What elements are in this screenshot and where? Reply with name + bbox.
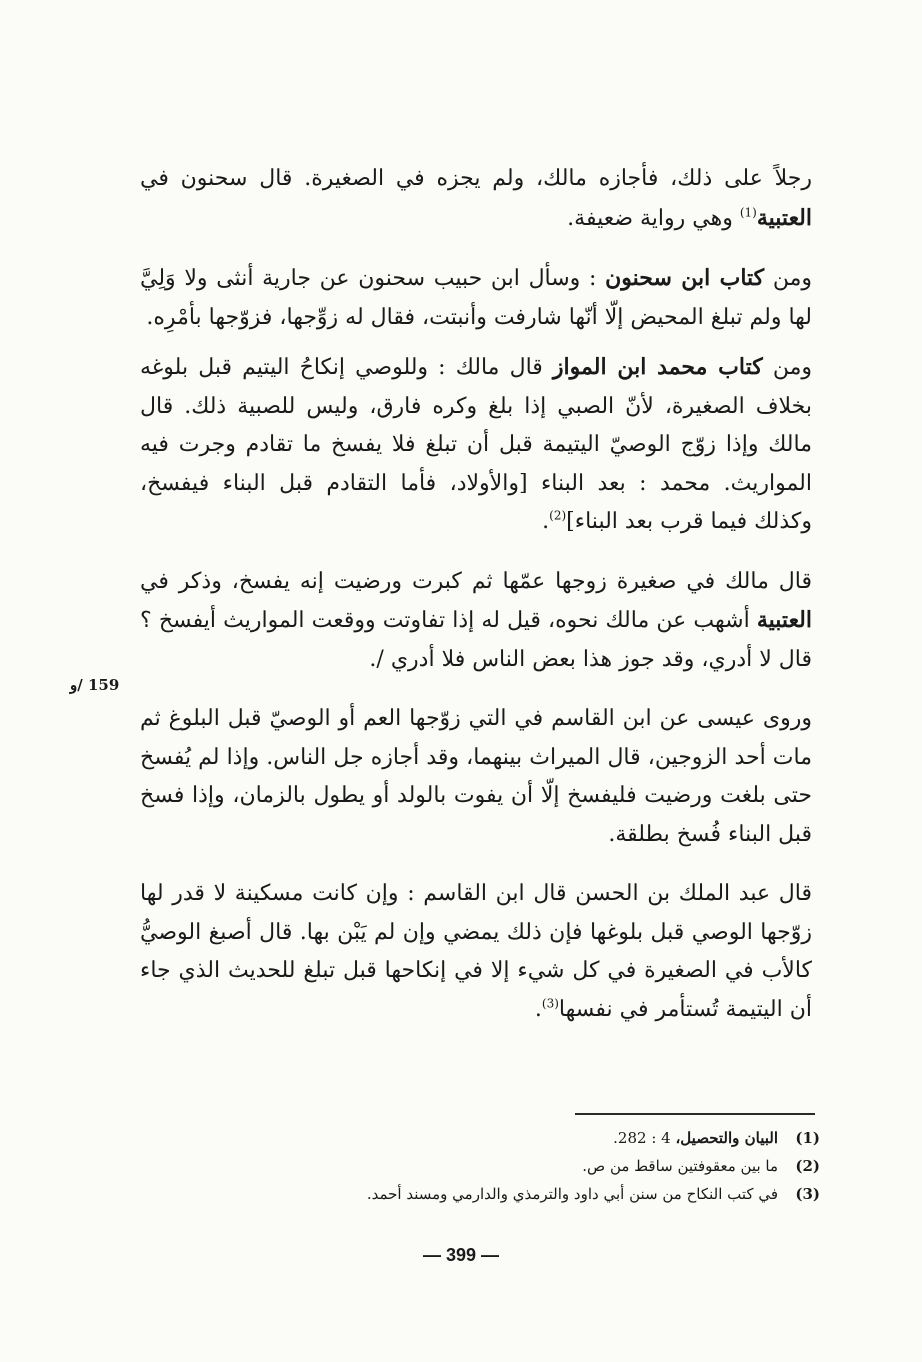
book-title-emphasis: كتاب ابن سحنون: [605, 265, 765, 291]
footnote-reference: 4 : 282.: [613, 1129, 676, 1147]
book-title-emphasis: العتبية: [756, 204, 812, 231]
text-run: ومن: [764, 266, 812, 291]
footnote-marker[interactable]: (3): [541, 996, 559, 1011]
footnote-item: [300, 1152, 820, 1180]
text-run: قال عبد الملك بن الحسن قال ابن القاسم : وإن كانت مسكينة لا قدر لها زوّجها الوصي قبل بلوغها فإن ذلك يمضي وإن لم يَبْن بها. قال أصبغ الوصيُّ كالأب في الصغيرة في كل شيء إلا في إنكاحها قبل تبلغ للحديث الذي جاء أن اليتيمة تُستأمر في نفسها: [140, 881, 812, 1022]
footnote-item: [300, 1124, 820, 1152]
text-run: قال مالك : وللوصي إنكاحُ اليتيم قبل بلوغه بخلاف الصغيرة، لأنّ الصبي إذا بلغ وكره فارق، وليس للصبية ذلك. قال مالك وإذا زوّج الوصيّ اليتيمة قبل أن تبلغ فلا يفسخ ما تقادم وجرت فيه المواريث. محمد : بعد البناء [والأولاد، فأما التقادم قبل البناء فيفسخ، وكذلك فيما قرب بعد البناء]: [140, 355, 812, 534]
page-number: — 399 —: [422, 1245, 500, 1265]
footnote-book-title: البيان والتحصيل،: [675, 1129, 778, 1147]
paragraph: [140, 563, 812, 680]
text-run: .: [534, 996, 542, 1022]
footnote-text: في كتب النكاح من سنن أبي داود والترمذي والدارمي ومسند أحمد.: [366, 1185, 778, 1203]
text-run: ومن: [762, 355, 812, 380]
footnote-divider: [575, 1113, 815, 1115]
text-run: قال مالك في صغيرة زوجها عمّها ثم كبرت ورضيت إنه يفسخ، وذكر في: [140, 568, 812, 594]
footnote-marker[interactable]: (2): [549, 508, 567, 523]
footnote-marker[interactable]: (1): [739, 205, 757, 220]
footnotes: [300, 1124, 820, 1208]
manuscript-folio-note: 159 /و: [70, 676, 120, 694]
paragraph: [140, 700, 812, 854]
text-run: أشهب عن مالك نحوه، قيل له إذا تفاوتت ووقعت المواريث أيفسخ ؟ قال لا أدري، وقد جوز هذا بعض الناس فلا أدري /.: [140, 608, 812, 672]
text-run: وروى عيسى عن ابن القاسم في التي زوّجها العم أو الوصيّ قبل البلوغ ثم مات أحد الزوجين، قال الميراث بينهما، وقد أجازه جل الناس. وإذا لم يُفسخ حتى بلغت ورضيت فليفسخ إلّا أن يفوت بالولد أو يطول بالزمان، وإذا فسخ قبل البناء فُسخ بطلقة.: [140, 706, 812, 847]
footnote-number: (3): [795, 1185, 820, 1203]
footnote-item: [300, 1180, 820, 1208]
main-text: [140, 160, 812, 1029]
book-title-emphasis: العتبية: [756, 607, 812, 633]
footnote-text: [300, 1124, 778, 1152]
text-run: : وسأل ابن حبيب سحنون عن جارية أنثى ولا وَلِيَّ لها ولم تبلغ المحيض إلّا أنّها شارفت وأنبتت، فقال له زوِّجها، فزوّجها بأمْرِه.: [140, 266, 812, 330]
text-run: وهي رواية ضعيفة.: [567, 205, 740, 231]
footnote-number: (2): [795, 1157, 820, 1175]
paragraph: [140, 348, 812, 542]
footnote-number: (1): [795, 1129, 820, 1147]
paragraph: [140, 160, 812, 238]
text-run: .: [542, 509, 550, 534]
paragraph: [140, 875, 812, 1029]
footnote-text: ما بين معقوفتين ساقط من ص.: [582, 1157, 778, 1175]
book-title-emphasis: كتاب محمد ابن المواز: [552, 354, 763, 380]
paragraph: [140, 259, 812, 337]
text-run: رجلاً على ذلك، فأجازه مالك، ولم يجزه في الصغيرة. قال سحنون في: [140, 166, 812, 191]
